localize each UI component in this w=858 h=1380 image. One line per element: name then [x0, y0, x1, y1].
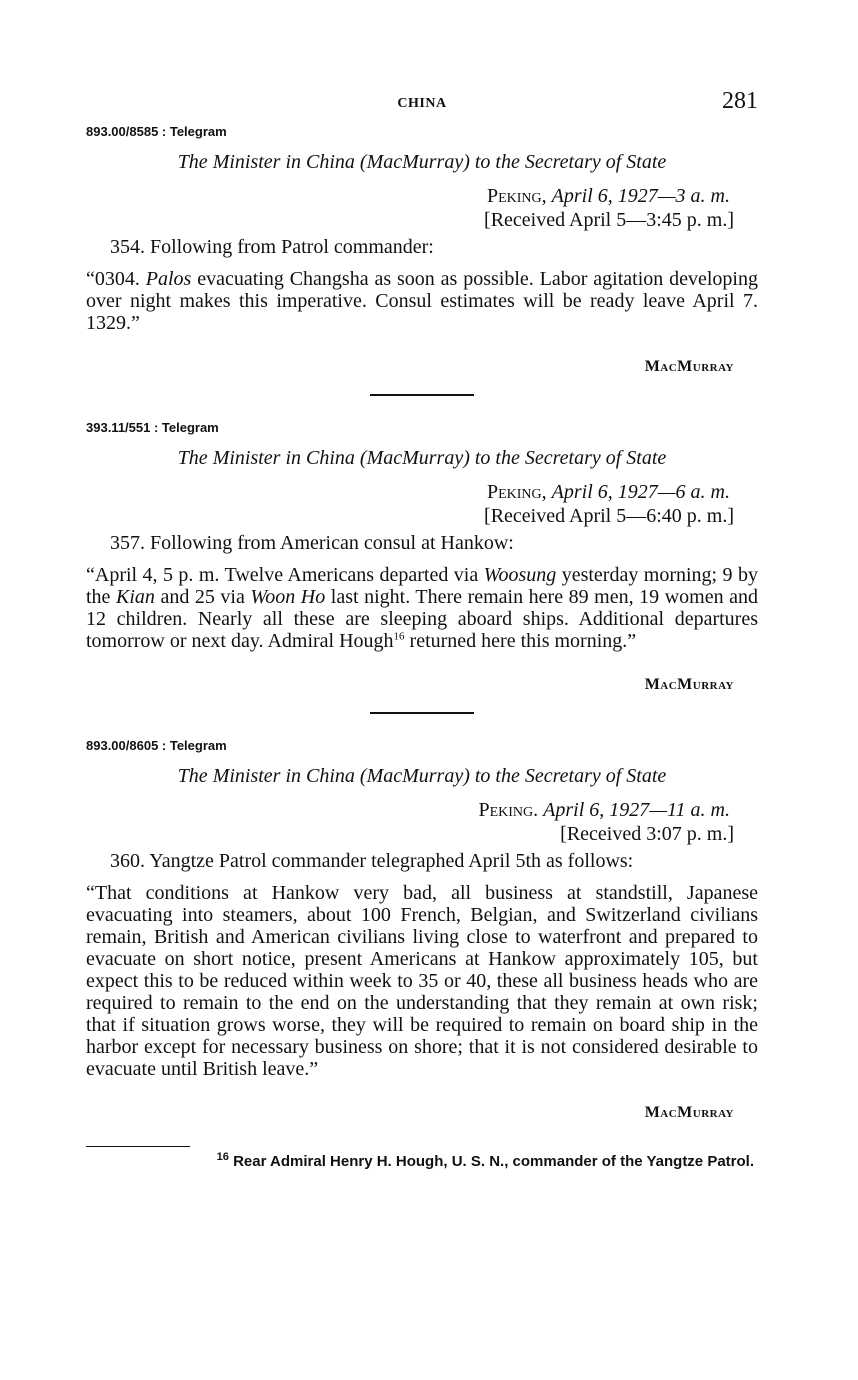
- footnote: [86, 1153, 758, 1170]
- document-title: The Minister in China (MacMurray) to the Secretary of State: [177, 151, 667, 173]
- section-divider: [370, 394, 474, 396]
- telegram-section-3: [86, 738, 758, 1122]
- body-text-run: last night. There remain here 89 men, 19 women and 12 children. Nearly all these are sleeping aboard ships. Additional departures tomorrow or next day. Admiral Hough: [86, 586, 758, 652]
- dateline: [86, 798, 758, 822]
- telegram-intro: 360. Yangtze Patrol commander telegraphed April 5th as follows:: [110, 850, 634, 872]
- footnote-marker: 16: [393, 630, 405, 643]
- dateline-place: Peking,: [486, 185, 547, 207]
- running-title: CHINA: [397, 96, 447, 111]
- telegram-intro: 354. Following from Patrol commander:: [110, 236, 434, 258]
- received-note: [Received April 5—6:40 p. m.]: [484, 505, 734, 527]
- dateline-place: Peking,: [486, 481, 547, 503]
- footnote-text: Rear Admiral Henry H. Hough, U. S. N., commander of the Yangtze Patrol.: [233, 1153, 754, 1170]
- dateline-place: Peking.: [478, 799, 539, 821]
- file-reference: 893.00/8585 : Telegram: [86, 124, 227, 139]
- section-divider: [370, 712, 474, 714]
- document-title: The Minister in China (MacMurray) to the Secretary of State: [177, 765, 667, 787]
- body-text-run: returned here this morning.”: [404, 630, 637, 652]
- dateline-date: April 6, 1927—11 a. m.: [543, 799, 730, 821]
- page-number: 281: [722, 88, 758, 114]
- signature: MacMurray: [644, 358, 734, 375]
- ship-name: Woosung: [483, 564, 557, 586]
- dateline-date: April 6, 1927—3 a. m.: [551, 185, 730, 207]
- footnote-rule: [86, 1146, 190, 1147]
- page: [86, 88, 758, 1170]
- dateline: [86, 480, 758, 504]
- running-head: [86, 88, 758, 124]
- received-note: [Received 3:07 p. m.]: [560, 823, 734, 845]
- document-title: The Minister in China (MacMurray) to the Secretary of State: [177, 447, 667, 469]
- telegram-body: [86, 564, 758, 652]
- footnote-number: 16: [216, 1151, 229, 1163]
- telegram-intro: 357. Following from American consul at Hankow:: [110, 532, 514, 554]
- body-text-run: yesterday morning; 9 by the: [86, 564, 758, 608]
- dateline-date: April 6, 1927—6 a. m.: [551, 481, 730, 503]
- dateline: [86, 184, 758, 208]
- telegram-section-2: [86, 420, 758, 694]
- signature: MacMurray: [644, 676, 734, 693]
- body-text-run: and 25 via: [154, 586, 251, 608]
- ship-name: Woon Ho: [250, 586, 326, 608]
- ship-name: Kian: [115, 586, 155, 608]
- ship-name: Palos: [145, 268, 192, 290]
- telegram-section-1: [86, 124, 758, 376]
- signature: MacMurray: [644, 1104, 734, 1121]
- file-reference: 393.11/551 : Telegram: [86, 420, 219, 435]
- telegram-body: “That conditions at Hankow very bad, all business at standstill, Japanese evacuating into steamers, about 100 French, Belgian, and Switzerland civilians remain, British and American civilians living close to waterfront and prepared to evacuate on short notice, present Americans at Hankow approximately 105, but expect this to be reduced within week to 35 or 40, these all business heads who are required to remain to the end on the understanding that they remain at own risk; that if situation grows worse, they will be required to remain on board ship in the harbor except for necessary business on shore; that it is not considered desirable to evacuate until British leave.”: [86, 882, 758, 1080]
- received-note: [Received April 5—3:45 p. m.]: [484, 209, 734, 231]
- body-text-run: “0304.: [86, 268, 146, 290]
- file-reference: 893.00/8605 : Telegram: [86, 738, 227, 753]
- body-text-run: “April 4, 5 p. m. Twelve Americans departed via: [86, 564, 484, 586]
- telegram-body: [86, 268, 758, 334]
- body-text-run: evacuating Changsha as soon as possible. Labor agitation developing over night makes this imperative. Consul estimates will be ready leave April 7. 1329.”: [86, 268, 758, 334]
